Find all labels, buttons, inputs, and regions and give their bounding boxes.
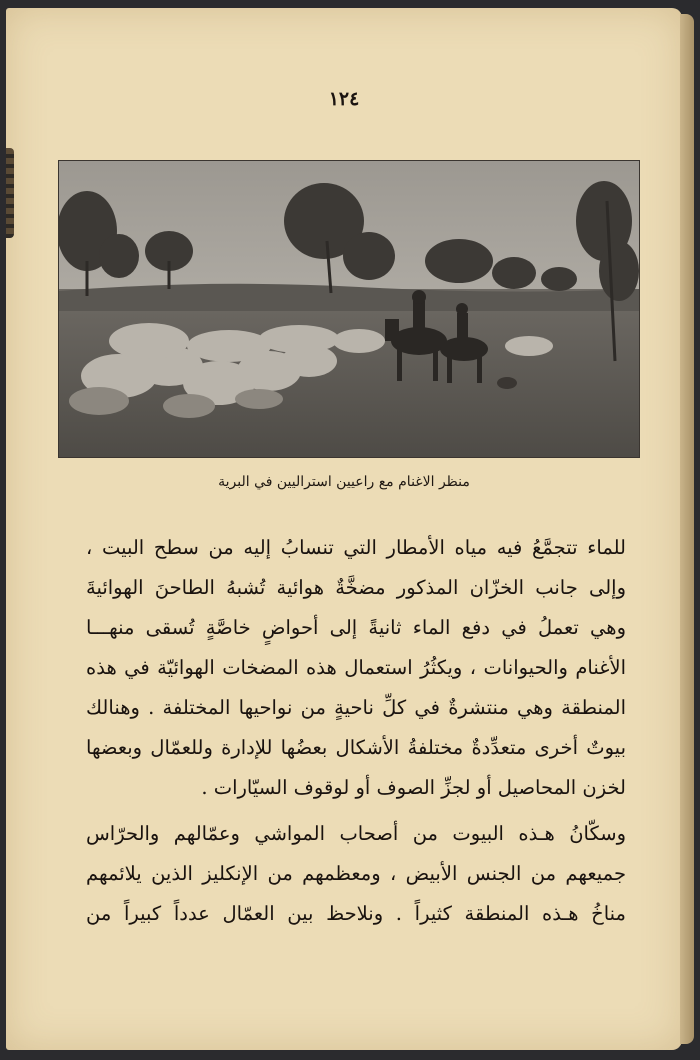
- page-edge: [680, 14, 694, 1044]
- text-line: للماء تتجمَّعُ فيه مياه الأمطار التي تنسابُ إليه من سطح البيت ،: [86, 536, 626, 559]
- text-line: وسكّانُ هـذه البيوت من أصحاب المواشي وعمّالهم والحرّاس: [86, 822, 626, 845]
- text-line: جميعهم من الجنس الأبيض ، ومعظمهم من الإنكليز الذين يلائمهم: [86, 862, 626, 885]
- book-page: [6, 8, 682, 1050]
- text-line: المنطقة وهي منتشرةٌ في كلِّ ناحيةٍ من نواحيها المختلفة . وهنالك: [86, 696, 627, 719]
- paragraph: [86, 528, 626, 808]
- text-line: مناخُ هـذه المنطقة كثيراً . ونلاحظ بين العمّال عدداً كبيراً من: [86, 902, 626, 925]
- body-text: [86, 528, 626, 934]
- page-number: ١٢٤: [328, 88, 360, 110]
- text-line: وهي تعملُ في دفع الماء ثانيةً إلى أحواضٍ خاصَّةٍ تُسقى منهـــا: [86, 616, 626, 639]
- photo-sheep-and-shepherds: [58, 160, 640, 458]
- text-line: الأغنام والحيوانات ، ويكثُرُ استعمال هذه المضخات الهوائيّة في هذه: [86, 656, 626, 679]
- text-line: بيوتٌ أخرى متعدِّدةٌ مختلفةُ الأشكال بعضُها للإدارة وللعمّال وبعضها: [86, 736, 626, 759]
- text-line: وإلى جانب الخزّان المذكور مضخَّةٌ هوائية تُشبهُ الطاحنَ الهوائيةَ: [86, 576, 626, 599]
- text-line: لخزن المحاصيل أو لجزِّ الصوف أو لوقوف السيّارات .: [201, 776, 626, 799]
- photo-caption: منظر الاغنام مع راعيين استراليين في البرية: [218, 474, 470, 490]
- paragraph: [86, 814, 626, 934]
- binding-thread: [6, 148, 14, 238]
